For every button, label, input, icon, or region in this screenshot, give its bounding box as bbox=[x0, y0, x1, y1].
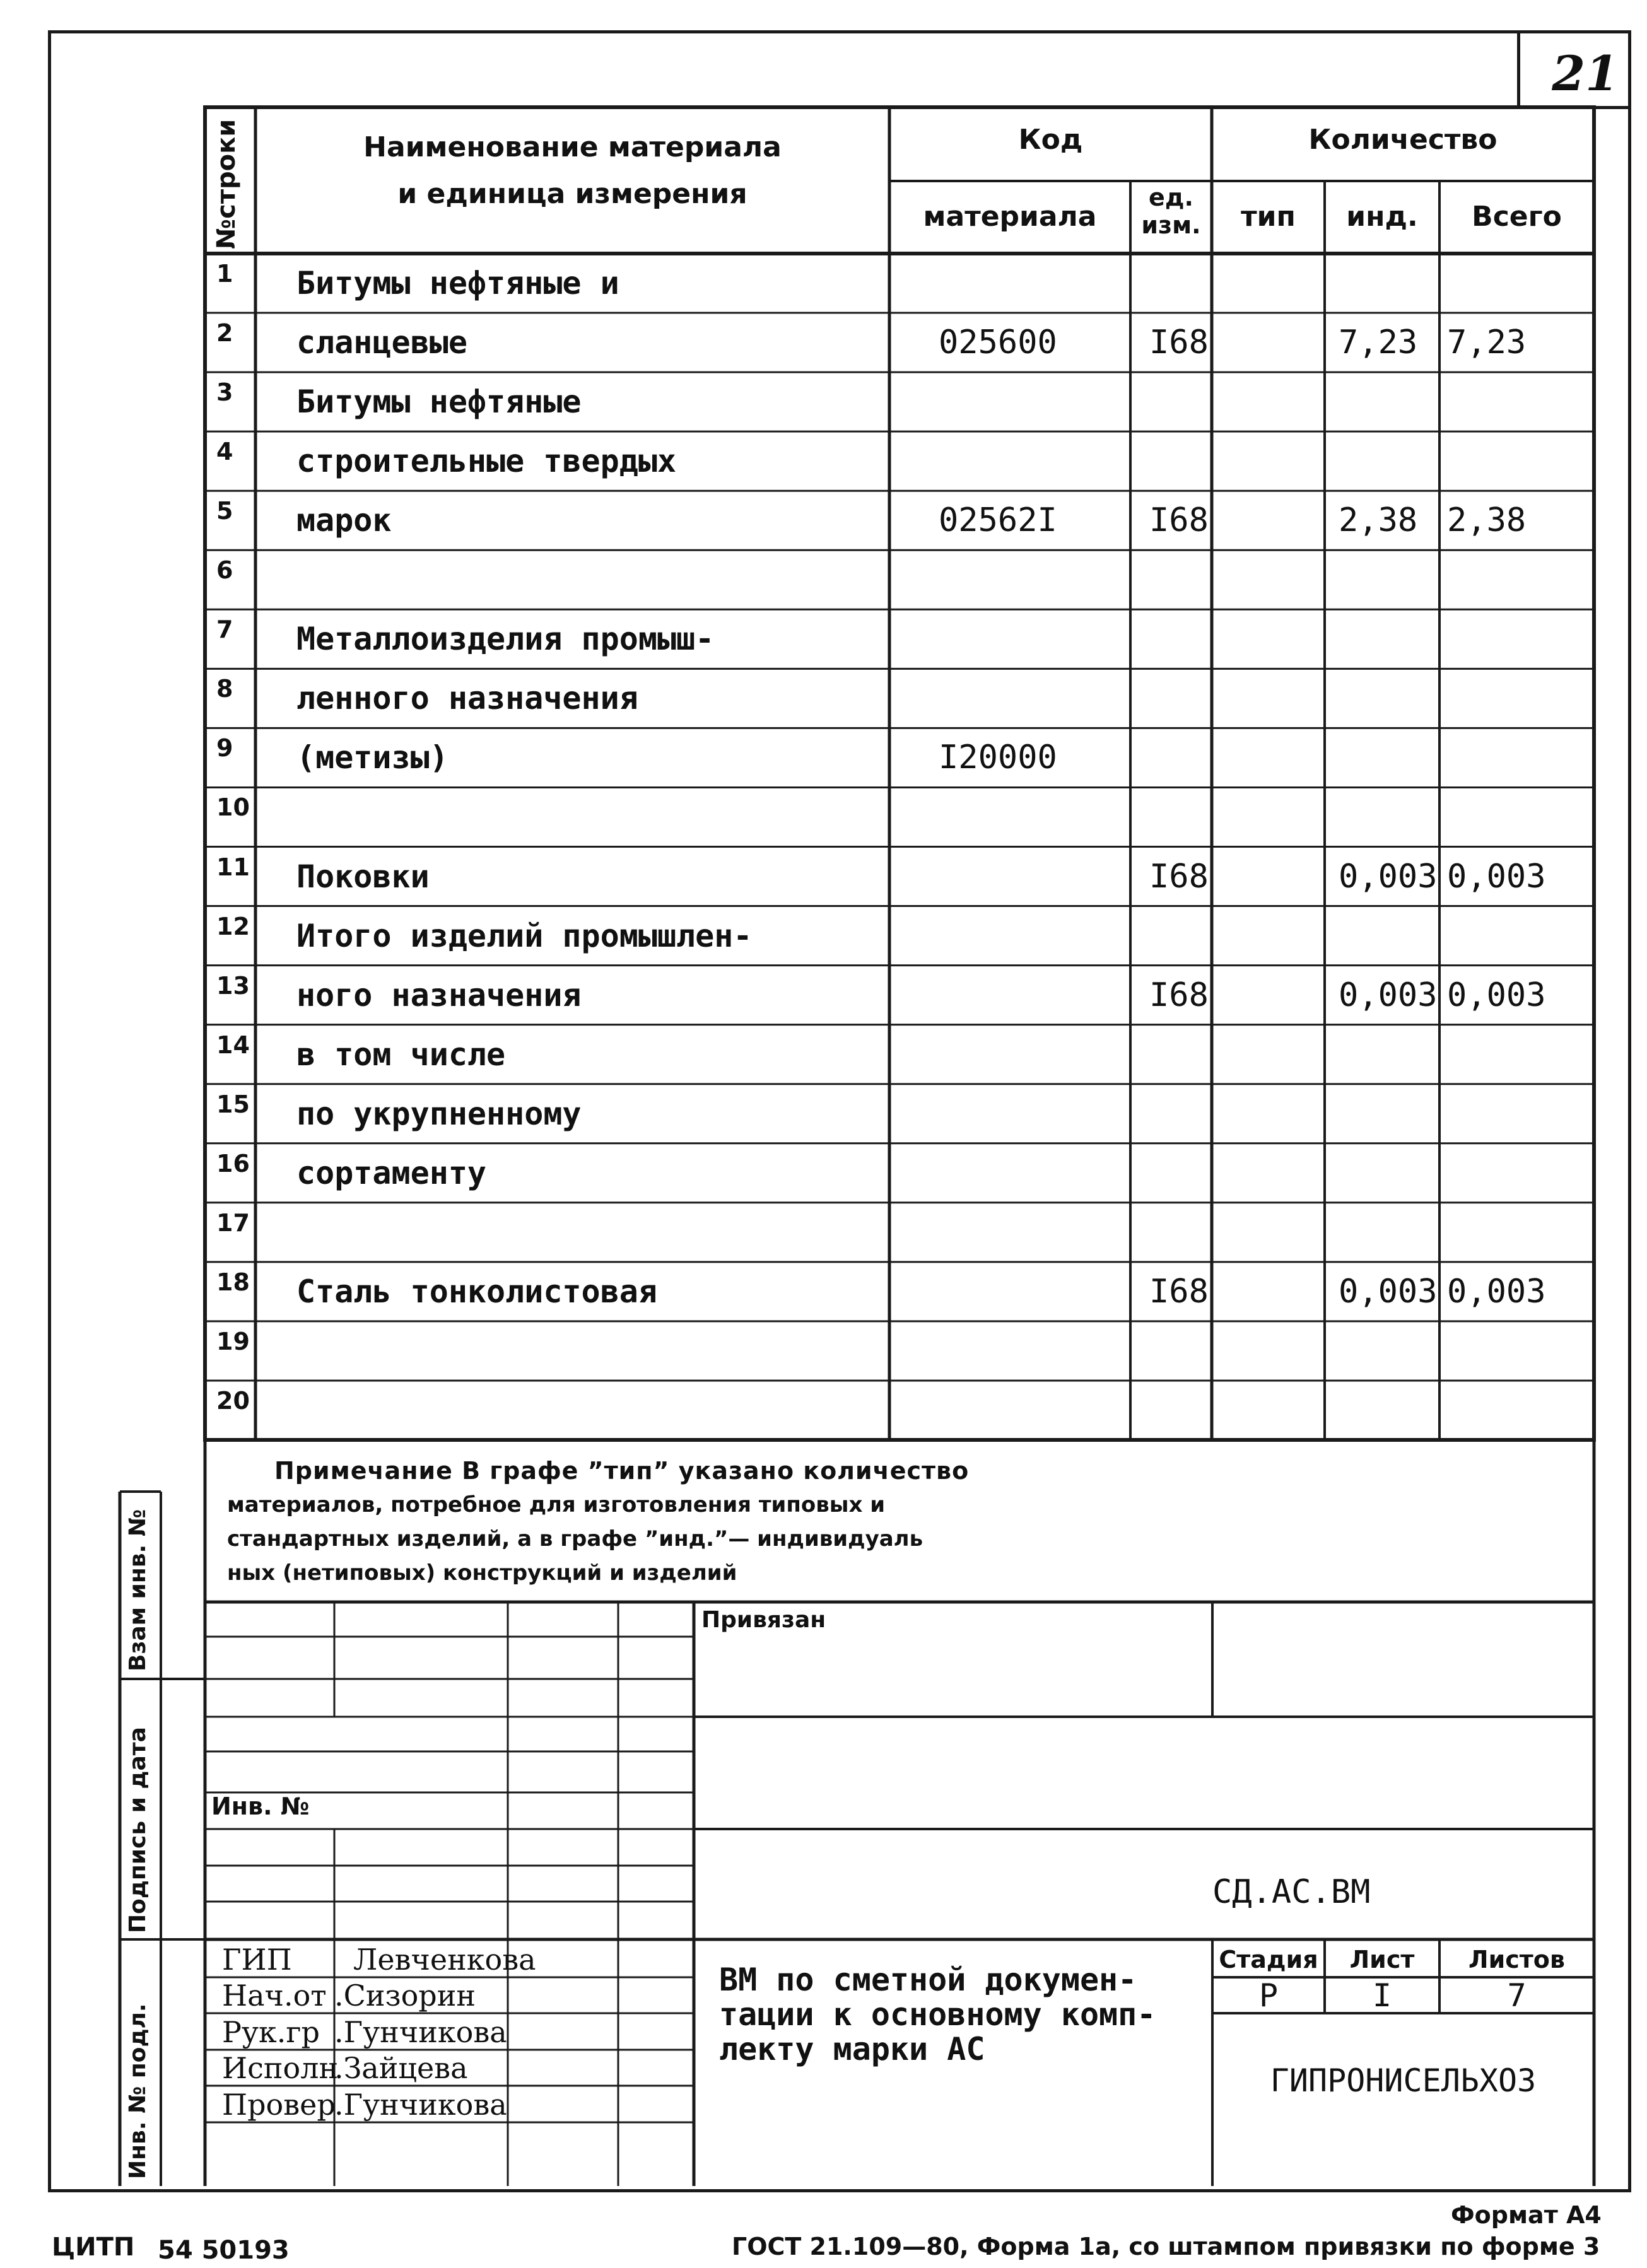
row-code-cell bbox=[939, 1143, 1130, 1203]
row-no-cell: 12 bbox=[216, 912, 250, 940]
row-total-cell bbox=[1447, 1084, 1594, 1143]
row-name-cell: (метизы) bbox=[296, 739, 448, 776]
row-code-cell bbox=[939, 372, 1130, 431]
row-typ-cell bbox=[1224, 787, 1325, 846]
row-typ-cell bbox=[1224, 669, 1325, 728]
row-name-cell: сланцевые bbox=[296, 324, 467, 361]
stamp-doc-code: СД.АС.ВМ bbox=[1212, 1873, 1371, 1911]
row-no-cell: 9 bbox=[216, 734, 233, 763]
stamp-privyazan: Привязан bbox=[701, 1607, 826, 1633]
row-typ-cell bbox=[1224, 1143, 1325, 1203]
note-line3: стандартных изделий, а в графе ”инд.”— индивидуаль bbox=[227, 1526, 923, 1552]
row-ind-cell bbox=[1339, 728, 1439, 787]
stamp-org: ГИПРОНИСЕЛЬХОЗ bbox=[1270, 2062, 1537, 2099]
stamp-title-line3: лекту марки АС bbox=[719, 2031, 985, 2067]
row-no-cell: 20 bbox=[216, 1386, 250, 1415]
row-no-cell: 13 bbox=[216, 971, 250, 1000]
row-unit-cell bbox=[1149, 728, 1212, 787]
stamp-person-name: .Зайцева bbox=[334, 2051, 468, 2085]
row-name-cell: Сталь тонколистовая bbox=[296, 1273, 657, 1310]
row-typ-cell bbox=[1224, 1381, 1325, 1440]
row-typ-cell bbox=[1224, 609, 1325, 669]
row-total-cell bbox=[1447, 728, 1594, 787]
row-ind-cell bbox=[1339, 1381, 1439, 1440]
row-total-cell bbox=[1447, 669, 1594, 728]
row-ind-cell: 0,003 bbox=[1339, 857, 1438, 896]
stamp-person-role: Рук.гр bbox=[222, 2015, 320, 2049]
row-no-cell: 7 bbox=[216, 616, 233, 644]
stamp-person-name: .Гунчикова bbox=[334, 2088, 507, 2122]
stamp-person-role: Провер bbox=[222, 2088, 336, 2122]
row-typ-cell bbox=[1224, 254, 1325, 313]
row-no-cell: 4 bbox=[216, 438, 233, 466]
side-label-inv-podl: Инв. № подл. bbox=[125, 2003, 151, 2179]
row-unit-cell: I68 bbox=[1149, 857, 1209, 896]
row-typ-cell bbox=[1224, 1203, 1325, 1262]
row-total-cell bbox=[1447, 254, 1594, 313]
row-code-cell bbox=[939, 1321, 1130, 1381]
row-ind-cell bbox=[1339, 1084, 1439, 1143]
footer-left-org: ЦИТП bbox=[52, 2233, 135, 2262]
row-no-cell: 10 bbox=[216, 793, 250, 822]
row-total-cell bbox=[1447, 1025, 1594, 1084]
row-total-cell bbox=[1447, 1321, 1594, 1381]
row-name-cell: Битумы нефтяные и bbox=[296, 265, 619, 301]
row-code-cell bbox=[939, 787, 1130, 846]
row-typ-cell bbox=[1224, 728, 1325, 787]
row-no-cell: 2 bbox=[216, 319, 233, 348]
stamp-sheet-label: Лист bbox=[1349, 1946, 1415, 1973]
row-code-cell bbox=[939, 1203, 1130, 1262]
row-no-cell: 8 bbox=[216, 675, 233, 703]
row-code-cell bbox=[939, 609, 1130, 669]
row-no-cell: 15 bbox=[216, 1090, 250, 1118]
row-name-cell: Битумы нефтяные bbox=[296, 383, 582, 421]
row-typ-cell bbox=[1224, 313, 1325, 372]
row-total-cell bbox=[1447, 1143, 1594, 1203]
row-total-cell bbox=[1447, 1203, 1594, 1262]
row-name-cell bbox=[296, 787, 889, 846]
row-total-cell: 7,23 bbox=[1447, 324, 1527, 362]
row-name-cell bbox=[296, 550, 889, 609]
row-no-cell: 16 bbox=[216, 1149, 250, 1178]
row-code-cell bbox=[939, 1262, 1130, 1321]
header-row-no: №строки bbox=[212, 119, 241, 249]
header-code: Код bbox=[1018, 124, 1083, 156]
row-total-cell bbox=[1447, 787, 1594, 846]
stamp-title-line2: тации к основному комп- bbox=[719, 1996, 1156, 2033]
row-ind-cell: 0,003 bbox=[1339, 1272, 1438, 1311]
row-no-cell: 11 bbox=[216, 853, 250, 881]
row-unit-cell bbox=[1149, 372, 1212, 431]
row-code-cell bbox=[939, 550, 1130, 609]
row-name-cell: в том числе bbox=[296, 1036, 506, 1073]
header-ind: инд. bbox=[1346, 201, 1418, 233]
header-unit-line2: изм. bbox=[1141, 211, 1201, 239]
note-line4: ных (нетиповых) конструкций и изделий bbox=[227, 1560, 737, 1586]
note-line2: материалов, потребное для изготовления типовых и bbox=[227, 1492, 886, 1517]
row-ind-cell bbox=[1339, 1143, 1439, 1203]
row-typ-cell bbox=[1224, 966, 1325, 1025]
row-code-cell bbox=[939, 431, 1130, 491]
row-no-cell: 19 bbox=[216, 1327, 250, 1355]
row-name-cell bbox=[296, 1203, 889, 1262]
stamp-person-name: .Сизорин bbox=[334, 1979, 476, 2013]
row-name-cell: ленного назначения bbox=[296, 680, 638, 717]
row-typ-cell bbox=[1224, 372, 1325, 431]
header-quantity: Количество bbox=[1308, 124, 1498, 156]
row-typ-cell bbox=[1224, 491, 1325, 550]
row-total-cell bbox=[1447, 372, 1594, 431]
row-name-cell: Металлоизделия промыш- bbox=[296, 621, 715, 658]
stamp-sheets-label: Листов bbox=[1468, 1946, 1565, 1973]
row-unit-cell: I68 bbox=[1149, 501, 1209, 540]
row-name-cell: ного назначения bbox=[296, 976, 582, 1014]
stamp-stage: Р bbox=[1258, 1977, 1279, 2014]
stamp-stage-label: Стадия bbox=[1219, 1946, 1318, 1973]
stamp-title-line1: ВМ по сметной докумен- bbox=[719, 1961, 1137, 1998]
row-total-cell bbox=[1447, 550, 1594, 609]
row-name-cell bbox=[296, 1321, 889, 1381]
row-code-cell bbox=[939, 966, 1130, 1025]
row-unit-cell bbox=[1149, 254, 1212, 313]
row-typ-cell bbox=[1224, 1084, 1325, 1143]
row-code-cell bbox=[939, 254, 1130, 313]
row-total-cell: 2,38 bbox=[1447, 501, 1527, 540]
row-no-cell: 14 bbox=[216, 1031, 250, 1059]
row-no-cell: 17 bbox=[216, 1208, 250, 1237]
row-typ-cell bbox=[1224, 1262, 1325, 1321]
row-unit-cell bbox=[1149, 1321, 1212, 1381]
row-ind-cell bbox=[1339, 431, 1439, 491]
row-typ-cell bbox=[1224, 1025, 1325, 1084]
page-number: 21 bbox=[1552, 45, 1619, 102]
note-line1: Примечание В графе ”тип” указано количество bbox=[274, 1457, 970, 1485]
footer-left-code: 54 50193 bbox=[158, 2236, 290, 2265]
stamp-person-role: ГИП bbox=[222, 1943, 292, 1977]
row-code-cell: 025600 bbox=[939, 324, 1057, 362]
row-ind-cell: 0,003 bbox=[1339, 976, 1438, 1014]
row-typ-cell bbox=[1224, 847, 1325, 906]
row-ind-cell bbox=[1339, 609, 1439, 669]
row-name-cell: марок bbox=[296, 502, 392, 539]
row-unit-cell bbox=[1149, 1381, 1212, 1440]
row-total-cell bbox=[1447, 906, 1594, 966]
side-label-podpis: Подпись и дата bbox=[125, 1727, 151, 1933]
row-name-cell: Итого изделий промышлен- bbox=[296, 917, 753, 954]
row-ind-cell bbox=[1339, 906, 1439, 966]
row-unit-cell bbox=[1149, 1143, 1212, 1203]
row-code-cell bbox=[939, 847, 1130, 906]
row-total-cell bbox=[1447, 609, 1594, 669]
header-unit-line1: ед. bbox=[1149, 184, 1193, 211]
row-unit-cell bbox=[1149, 550, 1212, 609]
stamp-sheets: 7 bbox=[1507, 1977, 1527, 2014]
row-typ-cell bbox=[1224, 906, 1325, 966]
row-ind-cell: 7,23 bbox=[1339, 324, 1418, 362]
row-ind-cell bbox=[1339, 1203, 1439, 1262]
row-unit-cell bbox=[1149, 431, 1212, 491]
row-ind-cell bbox=[1339, 669, 1439, 728]
row-unit-cell: I68 bbox=[1149, 976, 1209, 1014]
row-unit-cell bbox=[1149, 669, 1212, 728]
row-code-cell: I20000 bbox=[939, 739, 1057, 777]
row-unit-cell: I68 bbox=[1149, 1272, 1209, 1311]
row-total-cell: 0,003 bbox=[1447, 1272, 1546, 1311]
row-typ-cell bbox=[1224, 431, 1325, 491]
header-type: тип bbox=[1241, 201, 1296, 233]
row-name-cell: по укрупненному bbox=[296, 1095, 582, 1132]
row-total-cell: 0,003 bbox=[1447, 976, 1546, 1014]
row-ind-cell bbox=[1339, 550, 1439, 609]
row-unit-cell bbox=[1149, 1203, 1212, 1262]
row-name-cell: Поковки bbox=[296, 858, 430, 895]
row-ind-cell bbox=[1339, 787, 1439, 846]
row-unit-cell: I68 bbox=[1149, 324, 1209, 362]
row-code-cell bbox=[939, 1381, 1130, 1440]
row-ind-cell bbox=[1339, 1025, 1439, 1084]
row-total-cell: 0,003 bbox=[1447, 857, 1546, 896]
header-material: материала bbox=[923, 201, 1097, 233]
row-ind-cell bbox=[1339, 372, 1439, 431]
row-no-cell: 5 bbox=[216, 497, 233, 525]
header-name-line1: Наименование материала bbox=[363, 131, 782, 163]
row-no-cell: 3 bbox=[216, 378, 233, 407]
footer-format: Формат А4 bbox=[1451, 2201, 1602, 2229]
row-no-cell: 1 bbox=[216, 260, 233, 288]
row-unit-cell bbox=[1149, 787, 1212, 846]
side-label-vzam: Взам инв. № bbox=[125, 1509, 151, 1671]
row-unit-cell bbox=[1149, 609, 1212, 669]
note bbox=[227, 1454, 969, 1590]
row-unit-cell bbox=[1149, 1025, 1212, 1084]
stamp-person-name: .Гунчикова bbox=[334, 2015, 507, 2049]
header-total: Всего bbox=[1472, 201, 1562, 233]
row-name-cell bbox=[296, 1381, 889, 1440]
row-total-cell bbox=[1447, 431, 1594, 491]
row-code-cell: 02562I bbox=[939, 501, 1057, 540]
row-no-cell: 6 bbox=[216, 556, 233, 585]
stamp-inv-no: Инв. № bbox=[211, 1792, 310, 1820]
stamp-person-role: Нач.от bbox=[222, 1979, 327, 2013]
row-unit-cell bbox=[1149, 1084, 1212, 1143]
row-typ-cell bbox=[1224, 550, 1325, 609]
stamp-person-role: Исполн bbox=[222, 2051, 339, 2085]
row-code-cell bbox=[939, 1025, 1130, 1084]
row-total-cell bbox=[1447, 1381, 1594, 1440]
row-unit-cell bbox=[1149, 906, 1212, 966]
header-name-line2: и единица измерения bbox=[397, 178, 747, 210]
footer-gost: ГОСТ 21.109—80, Форма 1а, со штампом привязки по форме 3 bbox=[732, 2233, 1600, 2260]
row-code-cell bbox=[939, 669, 1130, 728]
row-code-cell bbox=[939, 1084, 1130, 1143]
row-name-cell: строительные твердых bbox=[296, 443, 677, 480]
row-ind-cell bbox=[1339, 254, 1439, 313]
stamp-sheet: I bbox=[1372, 1977, 1392, 2014]
row-ind-cell: 2,38 bbox=[1339, 501, 1418, 540]
row-ind-cell bbox=[1339, 1321, 1439, 1381]
row-name-cell: сортаменту bbox=[296, 1154, 487, 1191]
stamp-person-name: Левченкова bbox=[353, 1943, 536, 1977]
row-code-cell bbox=[939, 906, 1130, 966]
row-typ-cell bbox=[1224, 1321, 1325, 1381]
row-no-cell: 18 bbox=[216, 1268, 250, 1296]
